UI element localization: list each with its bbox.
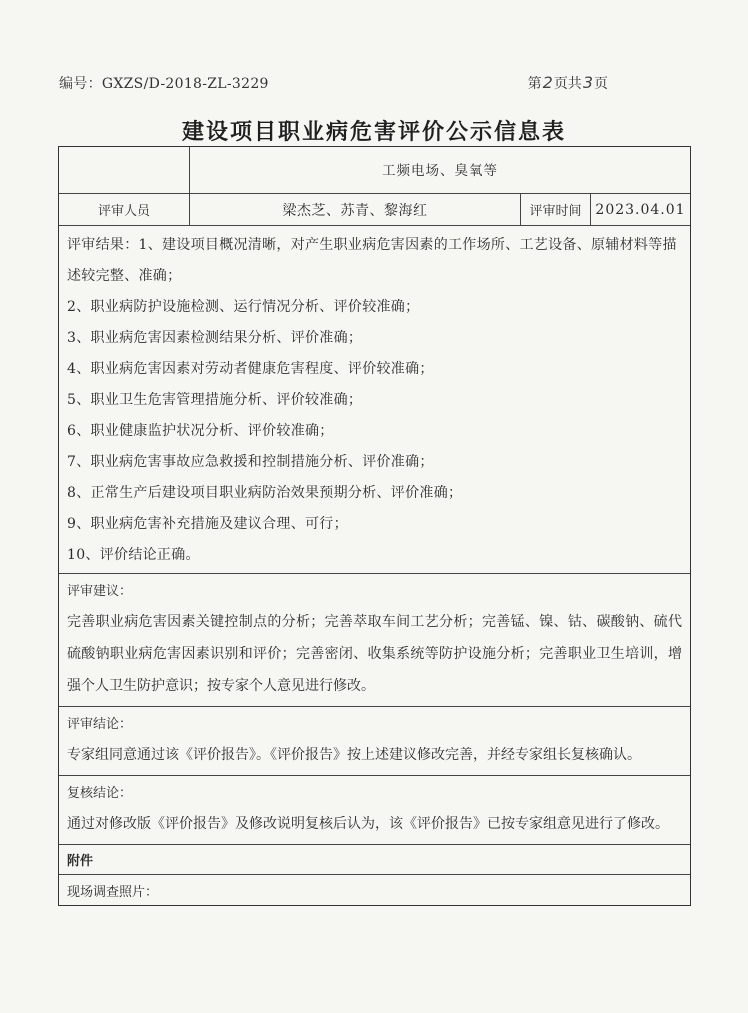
page-prefix: 第	[527, 76, 542, 92]
page-title: 建设项目职业病危害评价公示信息表	[181, 119, 566, 145]
reviewers-label: 评审人员	[59, 194, 190, 225]
page-indicator	[528, 73, 608, 93]
review-suggestions-section	[59, 574, 690, 707]
site-photos-row	[59, 875, 690, 905]
recheck-conclusion-section	[59, 776, 690, 845]
hazard-factors-value: 工频电场、臭氧等	[382, 163, 498, 179]
review-result-item: 3、职业病危害因素检测结果分析、评价准确；	[67, 330, 363, 346]
hazard-factors-label-cell	[59, 147, 190, 193]
review-conclusion-section	[59, 707, 690, 776]
review-results-section	[59, 226, 690, 574]
recheck-conclusion-text: 通过对修改版《评价报告》及修改说明复核后认为，该《评价报告》已按专家组意见进行了修改。	[67, 816, 669, 832]
review-suggestions-text: 完善职业病危害因素关键控制点的分析；完善萃取车间工艺分析；完善锰、镍、钴、碳酸钠、硫代硫酸钠职业病危害因素识别和评价；完善密闭、收集系统等防护设施分析；完善职业卫生培训，增强个人卫生防护意识；按专家个人意见进行修改。	[67, 614, 682, 694]
review-time-value: 2023.04.01	[595, 201, 686, 218]
review-result-item: 9、职业病危害补充措施及建议合理、可行；	[67, 516, 348, 532]
review-result-item: 7、职业病危害事故应急救援和控制措施分析、评价准确；	[67, 454, 434, 470]
page-middle: 页共	[553, 76, 582, 92]
site-photos-label: 现场调查照片：	[67, 884, 159, 900]
info-table	[58, 146, 691, 906]
review-result-item: 10、评价结论正确。	[67, 547, 200, 563]
review-conclusion-text: 专家组同意通过该《评价报告》。《评价报告》按上述建议修改完善，并经专家组长复核确认。	[67, 747, 641, 763]
review-conclusion-label: 评审结论：	[67, 717, 133, 732]
page-current-handwritten: 2	[542, 73, 553, 92]
attachment-label: 附件	[67, 854, 94, 869]
reviewers-value: 梁杰芝、苏青、黎海红	[190, 194, 521, 225]
attachment-row	[59, 845, 690, 875]
review-result-item: 5、职业卫生危害管理措施分析、评价较准确；	[67, 392, 363, 408]
review-suggestions-label: 评审建议：	[67, 584, 133, 599]
review-result-item: 6、职业健康监护状况分析、评价较准确；	[67, 423, 334, 439]
review-result-item: 8、正常生产后建设项目职业病防治效果预期分析、评价准确；	[67, 485, 463, 501]
hazard-factors-row	[59, 147, 690, 194]
review-result-item: 4、职业病危害因素对劳动者健康危害程度、评价较准确；	[67, 361, 434, 377]
review-time-label: 评审时间	[521, 194, 591, 225]
page-total-handwritten: 3	[582, 73, 593, 92]
reviewer-row	[59, 194, 690, 226]
review-result-item: 2、职业病防护设施检测、运行情况分析、评价较准确；	[67, 299, 420, 315]
page-suffix: 页	[594, 76, 608, 92]
review-result-item: 评审结果：1、建设项目概况清晰，对产生职业病危害因素的工作场所、工艺设备、原辅材料等描述较完整、准确；	[67, 237, 677, 284]
document-number: 编号：GXZS/D-2018-ZL-3229	[59, 76, 269, 92]
recheck-conclusion-label: 复核结论：	[67, 786, 133, 801]
